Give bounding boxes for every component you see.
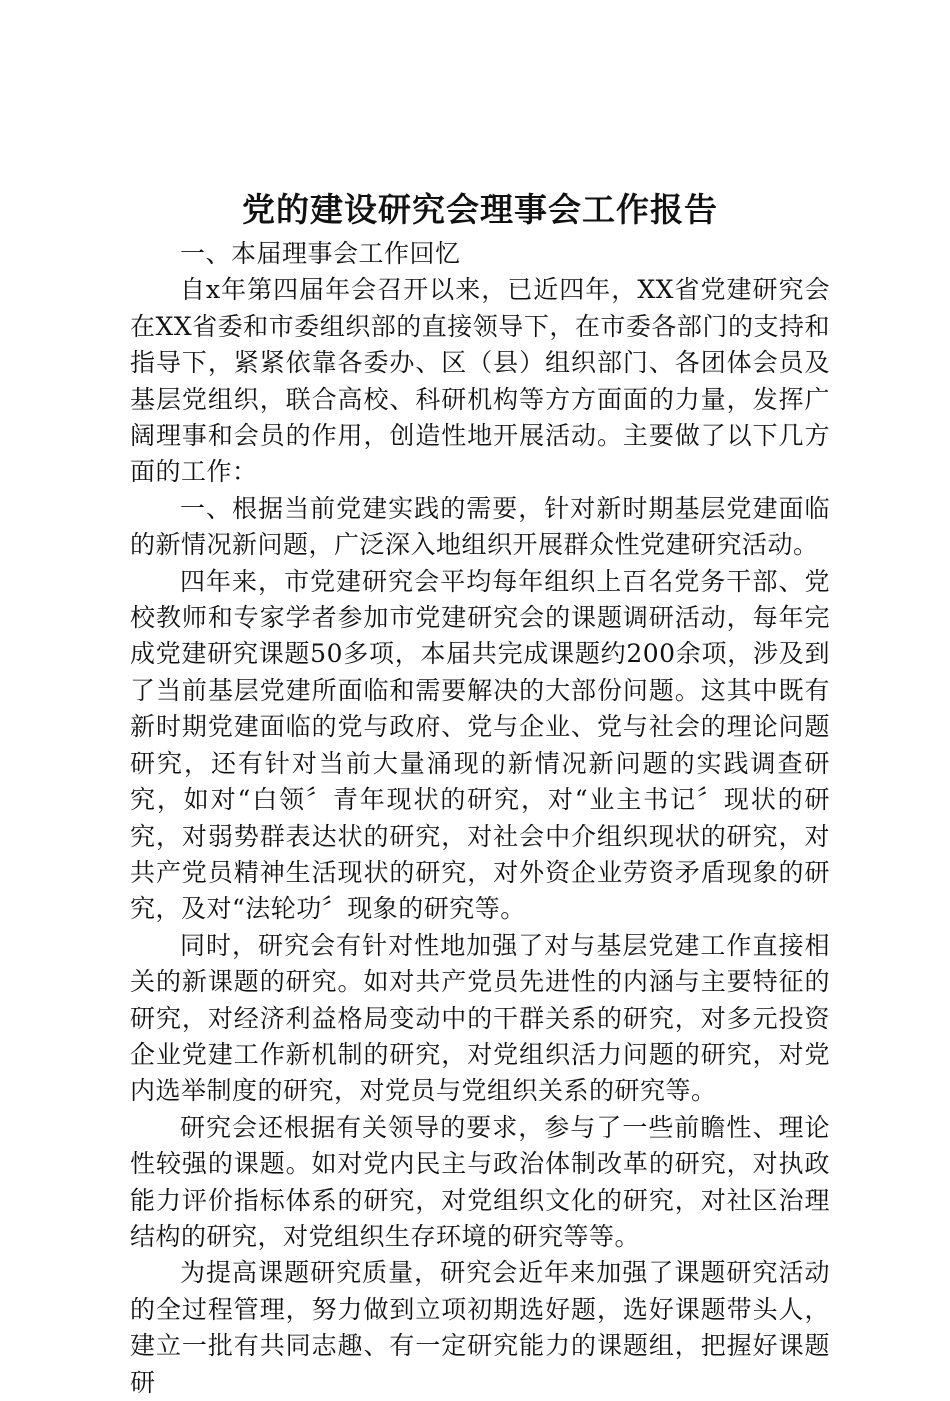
document-title: 党的建设研究会理事会工作报告 xyxy=(242,190,718,229)
paragraph: 一、根据当前党建实践的需要，针对新时期基层党建面临的新情况新问题，广泛深入地组织开展群众性党建研究活动。 xyxy=(130,493,830,560)
paragraph: 同时，研究会有针对性地加强了对与基层党建工作直接相关的新课题的研究。如对共产党员先进性的内涵与主要特征的研究，对经济利益格局变动中的干群关系的研究，对多元投资企业党建工作新机制的研究，对党组织活力问题的研究，对党内选举制度的研究，对党员与党组织关系的研究等。 xyxy=(130,930,830,1106)
paragraph: 自x年第四届年会召开以来，已近四年，XX省党建研究会在XX省委和市委组织部的直接领导下，在市委各部门的支持和指导下，紧紧依靠各委办、区（县）组织部门、各团体会员及基层党组织，联合高校、科研机构等方方面面的力量，发挥广阔理事和会员的作用，创造性地开展活动。主要做了以下几方面的工作： xyxy=(130,275,830,487)
section-heading: 一、本届理事会工作回忆 xyxy=(180,239,461,268)
document-body xyxy=(130,236,830,1401)
paragraph: 为提高课题研究质量，研究会近年来加强了课题研究活动的全过程管理，努力做到立项初期选好题，选好课题带头人，建立一批有共同志趣、有一定研究能力的课题组，把握好课题研 xyxy=(130,1258,830,1397)
paragraph: 四年来，市党建研究会平均每年组织上百名党务干部、党校教师和专家学者参加市党建研究会的课题调研活动，每年完成党建研究课题50多项，本届共完成课题约200余项，涉及到了当前基层党建所面临和需要解决的大部份问题。这其中既有新时期党建面临的党与政府、党与企业、党与社会的理论问题研究，还有针对当前大量涌现的新情况新问题的实践调查研究，如对“白领〞青年现状的研究，对“业主书记〞现状的研究，对弱势群表达状的研究，对社会中介组织现状的研究，对共产党员精神生活现状的研究，对外资企业劳资矛盾现象的研究，及对“法轮功〞现象的研究等。 xyxy=(130,566,830,924)
paragraph: 研究会还根据有关领导的要求，参与了一些前瞻性、理论性较强的课题。如对党内民主与政治体制改革的研究，对执政能力评价指标体系的研究，对党组织文化的研究，对社区治理结构的研究，对党组织生存环境的研究等等。 xyxy=(130,1112,830,1251)
